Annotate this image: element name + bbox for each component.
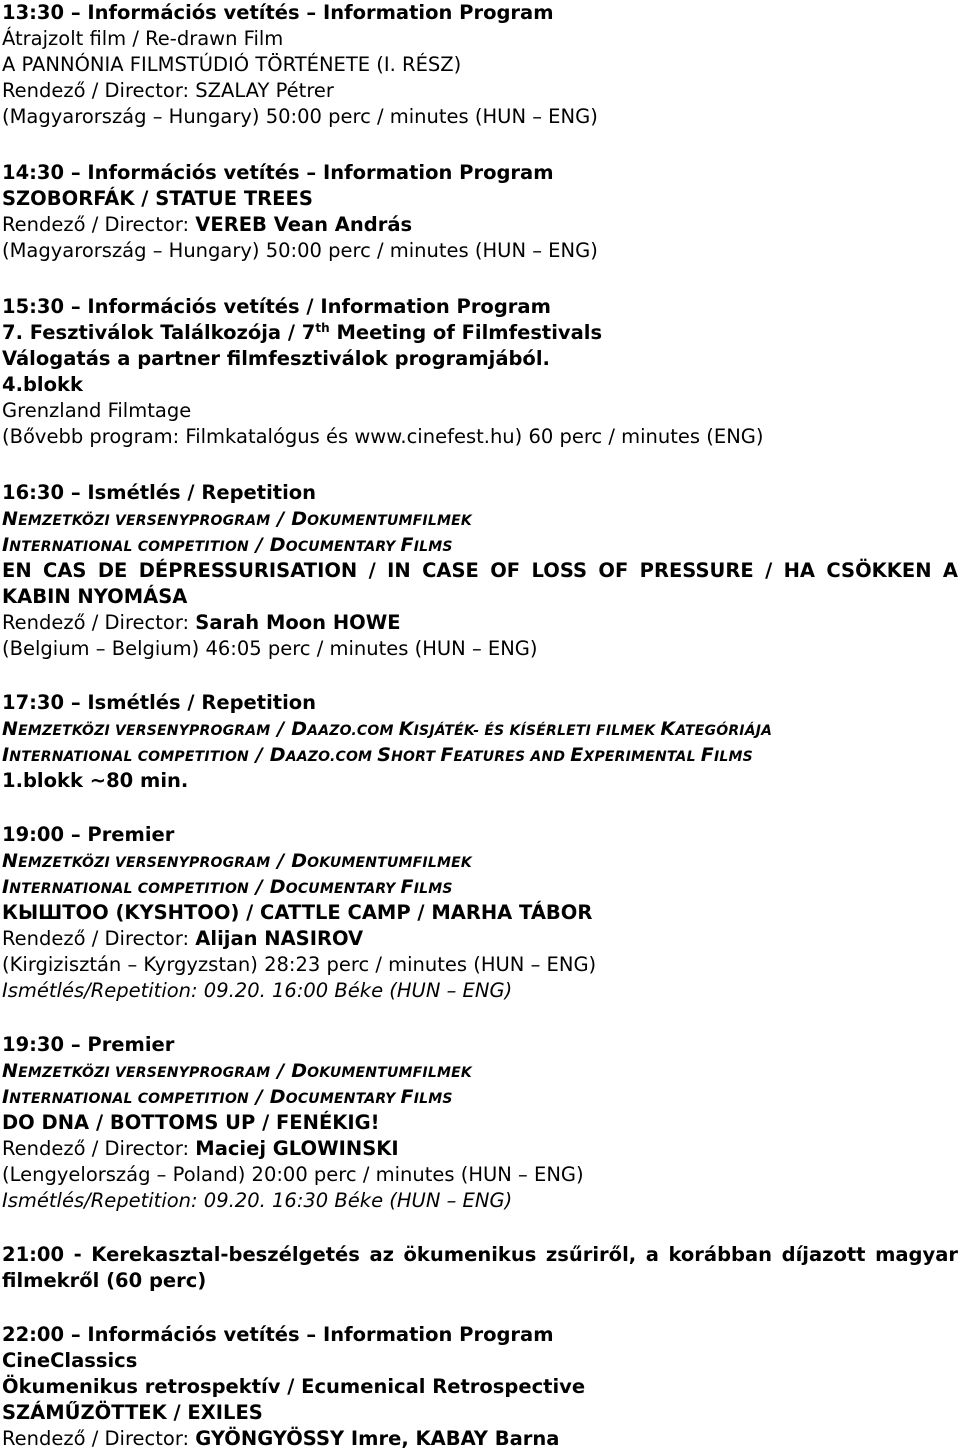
director-prefix: Rendező / Director: — [2, 79, 196, 102]
director-prefix: Rendező / Director: — [2, 213, 196, 236]
category-cap: / D — [248, 876, 286, 898]
category-smallcaps: EMZETKÖZI VERSENYPROGRAM — [18, 723, 271, 739]
film-title-line: KABIN NYOMÁSA — [2, 585, 188, 608]
category-cap: F — [400, 1086, 414, 1108]
category-smallcaps: EMZETKÖZI VERSENYPROGRAM — [18, 1065, 271, 1081]
category-smallcaps: AAZO.COM — [307, 723, 399, 739]
film-info: (Kirgizisztán – Kyrgyzstan) 28:23 perc / minutes (HUN – ENG) — [2, 953, 597, 976]
selection-line: Válogatás a partner filmfesztiválok programjából. — [2, 347, 550, 370]
festival-text-post: Meeting of Filmfestivals — [329, 321, 603, 344]
film-title: КЫШТОО (KYSHTOO) / CATTLE CAMP / MARHA TÁBOR — [2, 901, 593, 924]
category-hu — [2, 506, 958, 532]
category-smallcaps: EATURES AND — [453, 749, 571, 765]
program-block-1430 — [2, 160, 958, 264]
category-cap: I — [2, 534, 10, 556]
director-prefix: Rendező / Director: — [2, 611, 196, 634]
program-block-2200 — [2, 1322, 958, 1452]
program-block-1330 — [2, 0, 958, 130]
category-hu — [2, 716, 958, 742]
program-block-2100 — [2, 1242, 958, 1294]
category-smallcaps: ISJÁTÉK- ÉS KÍSÉRLETI FILMEK — [413, 723, 661, 739]
director-line — [2, 926, 958, 952]
film-info: (Belgium – Belgium) 46:05 perc / minutes (HUN – ENG) — [2, 637, 538, 660]
category-smallcaps: ILMS — [413, 539, 453, 555]
time-line: 13:30 – Információs vetítés – Information Program — [2, 1, 554, 24]
program-block-1930 — [2, 1032, 958, 1214]
time-line: 15:30 – Információs vetítés / Information Program — [2, 295, 551, 318]
category-cap: I — [2, 744, 10, 766]
category-cap: / D — [248, 534, 286, 556]
category-cap: / D — [270, 508, 308, 530]
program-block-1900 — [2, 822, 958, 1004]
category-smallcaps: OCUMENTARY — [285, 881, 401, 897]
category-cap: F — [400, 876, 414, 898]
film-title: DO DNA / BOTTOMS UP / FENÉKIG! — [2, 1111, 380, 1134]
category-cap: N — [2, 718, 19, 740]
time-line: 22:00 – Információs vetítés – Information Program — [2, 1323, 554, 1346]
film-title-line: Átrajzolt film / Re-drawn Film — [2, 27, 284, 50]
category-en — [2, 742, 958, 768]
film-info: (Magyarország – Hungary) 50:00 perc / minutes (HUN – ENG) — [2, 105, 598, 128]
director-line — [2, 78, 958, 104]
category-cap: F — [700, 744, 714, 766]
series-name: CineClassics — [2, 1349, 138, 1372]
director-prefix: Rendező / Director: — [2, 1137, 196, 1160]
category-cap: / D — [248, 1086, 286, 1108]
time-line: 17:30 – Ismétlés / Repetition — [2, 691, 317, 714]
program-block-1530 — [2, 294, 958, 450]
category-cap: N — [2, 508, 19, 530]
festival-name: Grenzland Filmtage — [2, 399, 192, 422]
category-en — [2, 1084, 958, 1110]
film-title-line: A PANNÓNIA FILMSTÚDIÓ TÖRTÉNETE (I. RÉSZ) — [2, 53, 462, 76]
category-smallcaps: ILMS — [413, 881, 453, 897]
time-line: 19:30 – Premier — [2, 1033, 175, 1056]
director-line — [2, 1136, 958, 1162]
film-title: SZÁMŰZÖTTEK / EXILES — [2, 1401, 263, 1424]
festival-line — [2, 320, 958, 346]
roundtable-line: 21:00 - Kerekasztal-beszélgetés az ökumenikus zsűriről, a korábban díjazott magyar — [2, 1243, 958, 1266]
director-line — [2, 1426, 958, 1452]
director-line — [2, 610, 958, 636]
category-cap: I — [2, 1086, 10, 1108]
repetition-info: Ismétlés/Repetition: 09.20. 16:30 Béke (HUN – ENG) — [2, 1189, 513, 1212]
director-line — [2, 212, 958, 238]
time-line: 16:30 – Ismétlés / Repetition — [2, 481, 317, 504]
category-smallcaps: OCUMENTARY — [285, 539, 401, 555]
time-line: 19:00 – Premier — [2, 823, 175, 846]
category-smallcaps: ILMS — [713, 749, 753, 765]
blokk-label: 4.blokk — [2, 373, 83, 396]
category-cap: F — [440, 744, 454, 766]
category-smallcaps: NTERNATIONAL COMPETITION — [9, 881, 249, 897]
roundtable-line: filmekről (60 perc) — [2, 1269, 207, 1292]
category-cap: / D — [270, 1060, 308, 1082]
program-block-1730 — [2, 690, 958, 794]
film-info: (Lengyelország – Poland) 20:00 perc / minutes (HUN – ENG) — [2, 1163, 584, 1186]
category-smallcaps: OKUMENTUMFILMEK — [307, 1065, 472, 1081]
director-name: GYÖNGYÖSSY Imre, KABAY Barna — [195, 1427, 560, 1450]
category-hu — [2, 848, 958, 874]
director-name: VEREB Vean András — [195, 213, 413, 236]
category-cap: F — [400, 534, 414, 556]
category-smallcaps: OKUMENTUMFILMEK — [307, 513, 472, 529]
director-name: Sarah Moon HOWE — [195, 611, 401, 634]
repetition-info: Ismétlés/Repetition: 09.20. 16:00 Béke (HUN – ENG) — [2, 979, 513, 1002]
film-info: (Bővebb program: Filmkatalógus és www.cinefest.hu) 60 perc / minutes (ENG) — [2, 425, 764, 448]
time-line: 14:30 – Információs vetítés – Information Program — [2, 161, 554, 184]
category-smallcaps: EMZETKÖZI VERSENYPROGRAM — [18, 855, 271, 871]
category-smallcaps: NTERNATIONAL COMPETITION — [9, 539, 249, 555]
director-name: SZALAY Pétrer — [195, 79, 334, 102]
category-cap: / D — [270, 850, 308, 872]
category-smallcaps: HORT — [391, 749, 441, 765]
blokk-label: 1.blokk ~80 min. — [2, 769, 189, 792]
category-smallcaps: ILMS — [413, 1091, 453, 1107]
category-cap: S — [377, 744, 392, 766]
festival-sup: th — [315, 321, 330, 335]
category-cap: E — [570, 744, 584, 766]
festival-text: 7. Fesztiválok Találkozója / 7 — [2, 321, 316, 344]
director-name: Maciej GLOWINSKI — [195, 1137, 399, 1160]
category-smallcaps: OKUMENTUMFILMEK — [307, 855, 472, 871]
film-title-line: EN CAS DE DÉPRESSURISATION / IN CASE OF LOSS OF PRESSURE / HA CSÖKKEN A — [2, 559, 958, 582]
category-cap: I — [2, 876, 10, 898]
category-smallcaps: XPERIMENTAL — [583, 749, 701, 765]
category-smallcaps: AAZO.COM — [285, 749, 378, 765]
category-cap: / D — [270, 718, 308, 740]
category-smallcaps: OCUMENTARY — [285, 1091, 401, 1107]
category-cap: K — [398, 718, 414, 740]
director-prefix: Rendező / Director: — [2, 927, 196, 950]
category-smallcaps: NTERNATIONAL COMPETITION — [9, 749, 249, 765]
film-title: SZOBORFÁK / STATUE TREES — [2, 187, 313, 210]
category-hu — [2, 1058, 958, 1084]
retrospective-line: Ökumenikus retrospektív / Ecumenical Retrospective — [2, 1375, 586, 1398]
category-smallcaps: NTERNATIONAL COMPETITION — [9, 1091, 249, 1107]
category-en — [2, 874, 958, 900]
category-cap: K — [660, 718, 676, 740]
category-cap: N — [2, 850, 19, 872]
program-block-1630 — [2, 480, 958, 662]
director-prefix: Rendező / Director: — [2, 1427, 196, 1450]
category-en — [2, 532, 958, 558]
director-name: Alijan NASIROV — [195, 927, 364, 950]
category-smallcaps: EMZETKÖZI VERSENYPROGRAM — [18, 513, 271, 529]
category-cap: / D — [248, 744, 286, 766]
film-info: (Magyarország – Hungary) 50:00 perc / minutes (HUN – ENG) — [2, 239, 598, 262]
category-smallcaps: ATEGÓRIÁJA — [675, 723, 773, 739]
category-cap: N — [2, 1060, 19, 1082]
